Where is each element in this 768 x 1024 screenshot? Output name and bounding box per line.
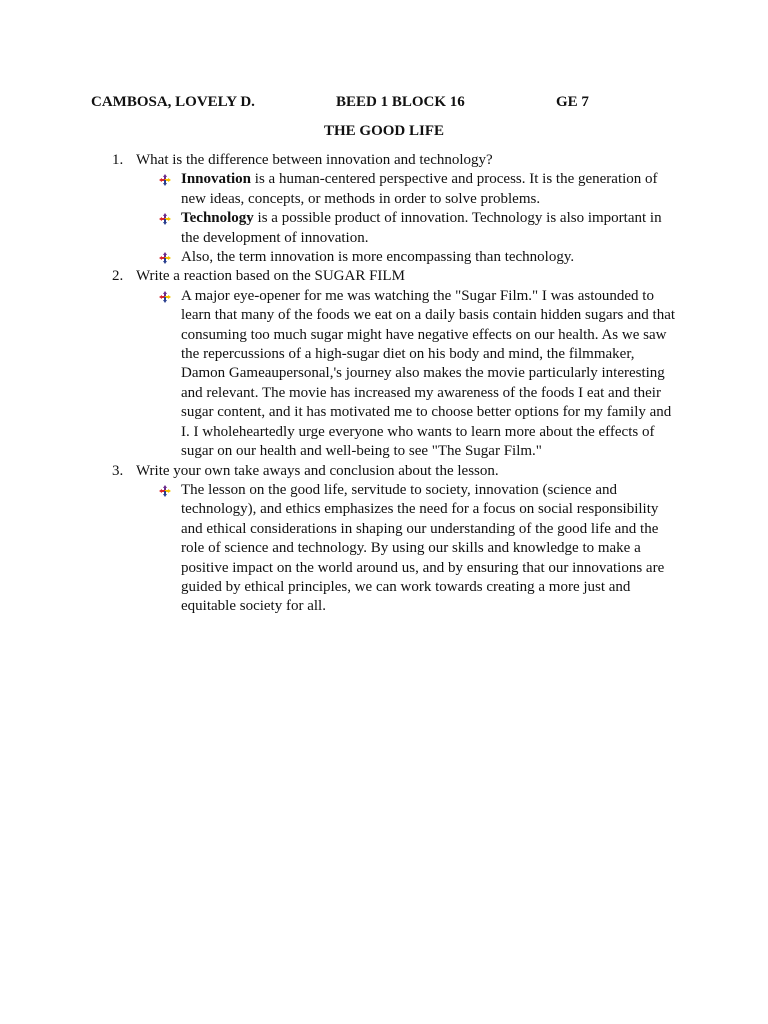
question-text: Write your own take aways and conclusion about the lesson.	[136, 462, 499, 479]
course-code: GE 7	[556, 94, 589, 110]
question-item	[91, 151, 681, 170]
answer-bullet	[91, 248, 681, 267]
answer-text: The lesson on the good life, servitude to society, innovation (science and technology), and ethics emphasizes the need for a focus on social responsibility and ethical considerations in shaping our understanding of the good life and the role of science and technology. By using our skills and knowledge to make a positive impact on the world around us, and by ensuring that our innovations are guided by ethical principles, we can work towards creating a more just and equitable society for all.	[181, 481, 665, 615]
question-number: 3.	[112, 462, 124, 479]
answer-text: A major eye-opener for me was watching the "Sugar Film." I was astounded to learn that many of the foods we eat on a daily basis contain hidden sugars and that consuming too much sugar might have negative effects on our health. As we saw the repercussions of a high-sugar diet on his body and mind, the filmmaker, Damon Gameaupersonal,'s journey also makes the movie particularly interesting and relevant. The movie has increased my awareness of the foods I eat and their sugar content, and it has motivated me to choose better options for my family and I. I wholeheartedly urge everyone who wants to learn more about the effects of sugar on our health and well-being to see "The Sugar Film."	[181, 287, 676, 460]
four-way-arrow-bullet-icon	[159, 485, 171, 497]
question-item	[91, 267, 681, 286]
question-text: Write a reaction based on the SUGAR FILM	[136, 268, 405, 285]
answer-text: is a human-centered perspective and process. It is the generation of new ideas, concepts, or methods in order to solve problems.	[181, 171, 658, 207]
student-block: BEED 1 BLOCK 16	[336, 94, 465, 110]
answer-list	[91, 170, 681, 267]
question-list	[91, 151, 681, 617]
answer-list	[91, 287, 681, 462]
answer-bullet	[91, 481, 681, 617]
question-number: 1.	[112, 152, 124, 168]
answer-bullet	[91, 170, 681, 209]
four-way-arrow-bullet-icon	[159, 213, 171, 225]
answer-bullet	[91, 287, 681, 462]
four-way-arrow-bullet-icon	[159, 291, 171, 303]
document-title: THE GOOD LIFE	[323, 123, 445, 139]
answer-text: is a possible product of innovation. Technology is also important in the development of innovation.	[181, 210, 662, 246]
four-way-arrow-bullet-icon	[159, 252, 171, 264]
answer-term: Innovation	[181, 171, 252, 188]
answer-list	[91, 481, 681, 617]
question-number: 2.	[112, 268, 124, 285]
student-name: CAMBOSA, LOVELY D.	[91, 94, 255, 110]
question-item	[91, 462, 681, 481]
four-way-arrow-bullet-icon	[159, 174, 171, 186]
answer-term: Technology	[181, 210, 254, 227]
question-text: What is the difference between innovation and technology?	[136, 152, 493, 168]
answer-text: Also, the term innovation is more encompassing than technology.	[181, 249, 575, 266]
answer-bullet	[91, 209, 681, 248]
